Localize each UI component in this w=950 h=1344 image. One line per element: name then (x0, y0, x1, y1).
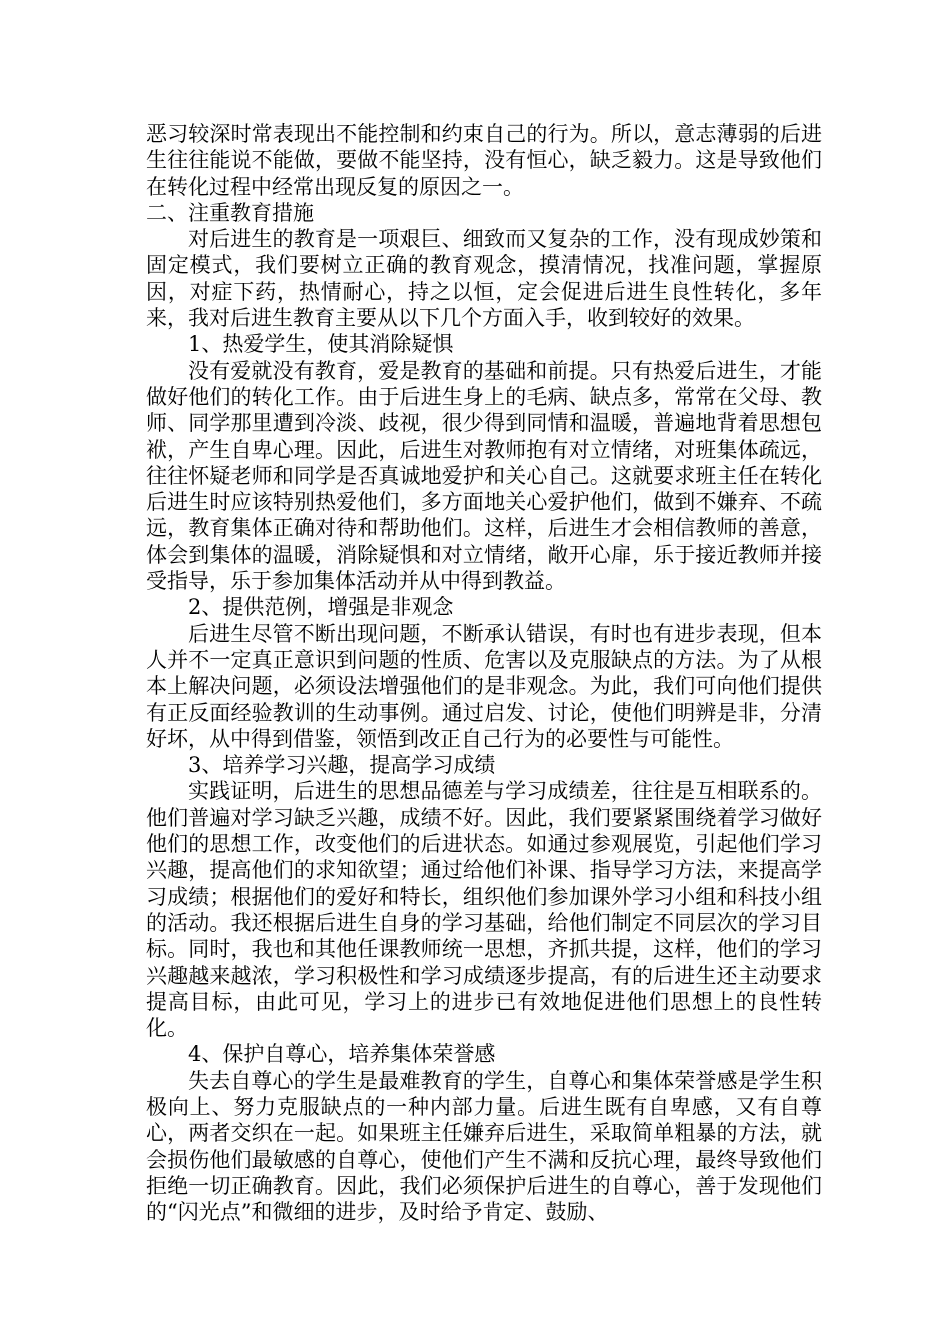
paragraph: 实践证明，后进生的思想品德差与学习成绩差，往往是互相联系的。他们普遍对学习缺乏兴趣，成绩不好。因此，我们要紧紧围绕着学习做好他们的思想工作，改变他们的后进状态。如通过参观展览，引起他们学习兴趣，提高他们的求知欲望；通过给他们补课、指导学习方法，来提高学习成绩；根据他们的爱好和特长，组织他们参加课外学习小组和科技小组的活动。我还根据后进生自身的学习基础，给他们制定不同层次的学习目标。同时，我也和其他任课教师统一思想，齐抓共提，这样，他们的学习兴趣越来越浓，学习积极性和学习成绩逐步提高，有的后进生还主动要求提高目标，由此可见，学习上的进步已有效地促进他们思想上的良性转化。 (146, 779, 822, 1041)
subsection-heading-3: 3、培养学习兴趣，提高学习成绩 (188, 753, 496, 778)
paragraph: 失去自尊心的学生是最难教育的学生，自尊心和集体荣誉感是学生积极向上、努力克服缺点的一种内部力量。后进生既有自卑感，又有自尊心，两者交织在一起。如果班主任嫌弃后进生，采取简单粗暴的方法，就会损伤他们最敏感的自尊心，使他们产生不满和反抗心理，最终导致他们拒绝一切正确教育。因此，我们必须保护后进生的自尊心，善于发现他们的“闪光点”和微细的进步，及时给予肯定、鼓励、 (146, 1068, 822, 1225)
section-heading: 二、注重教育措施 (146, 200, 314, 225)
subsection-heading-1: 1、热爱学生，使其消除疑惧 (188, 332, 454, 357)
paragraph: 对后进生的教育是一项艰巨、细致而又复杂的工作，没有现成妙策和固定模式，我们要树立正确的教育观念，摸清情况，找准问题，掌握原因，对症下药，热情耐心，持之以恒，定会促进后进生良性转化，多年来，我对后进生教育主要从以下几个方面入手，收到较好的效果。 (146, 227, 822, 331)
paragraph-continued: 恶习较深时常表现出不能控制和约束自己的行为。所以，意志薄弱的后进生往往能说不能做，要做不能坚持，没有恒心，缺乏毅力。这是导致他们在转化过程中经常出现反复的原因之一。 (146, 122, 822, 199)
document-page (146, 121, 822, 1225)
subsection-heading-4: 4、保护自尊心，培养集体荣誉感 (188, 1042, 496, 1067)
subsection-heading-2: 2、提供范例，增强是非观念 (188, 595, 454, 620)
paragraph: 没有爱就没有教育，爱是教育的基础和前提。只有热爱后进生，才能做好他们的转化工作。由于后进生身上的毛病、缺点多，常常在父母、教师、同学那里遭到冷淡、歧视，很少得到同情和温暖，普遍地背着思想包袱，产生自卑心理。因此，后进生对教师抱有对立情绪，对班集体疏远，往往怀疑老师和同学是否真诚地爱护和关心自己。这就要求班主任在转化后进生时应该特别热爱他们，多方面地关心爱护他们，做到不嫌弃、不疏远，教育集体正确对待和帮助他们。这样，后进生才会相信教师的善意，体会到集体的温暖，消除疑惧和对立情绪，敞开心扉，乐于接近教师并接受指导，乐于参加集体活动并从中得到教益。 (146, 358, 822, 594)
paragraph: 后进生尽管不断出现问题，不断承认错误，有时也有进步表现，但本人并不一定真正意识到问题的性质、危害以及克服缺点的方法。为了从根本上解决问题，必须设法增强他们的是非观念。为此，我们可向他们提供有正反面经验教训的生动事例。通过启发、讨论，使他们明辨是非，分清好坏，从中得到借鉴，领悟到改正自己行为的必要性与可能性。 (146, 621, 822, 751)
